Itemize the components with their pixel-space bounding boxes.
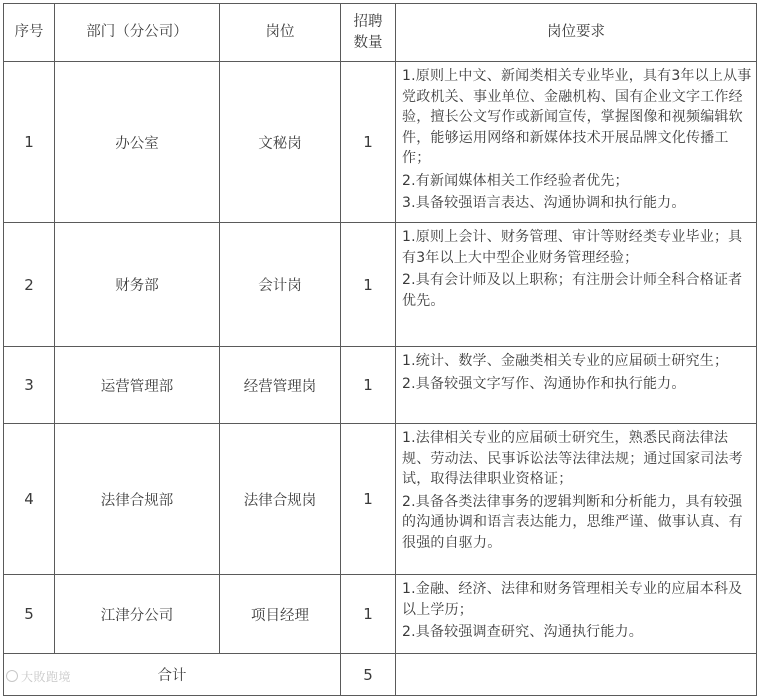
row-dept: 江津分公司 — [55, 575, 220, 654]
total-count: 5 — [341, 654, 396, 696]
watermark — [6, 668, 71, 685]
header-count-line2: 数量 — [353, 34, 383, 51]
requirement-item: 2.具有会计师及以上职称；有注册会计师全科合格证者优先。 — [402, 272, 743, 309]
header-count — [341, 4, 396, 62]
row-dept: 办公室 — [55, 62, 220, 223]
requirement-item: 1.统计、数学、金融类相关专业的应届硕士研究生； — [402, 353, 729, 369]
row-post: 项目经理 — [220, 575, 341, 654]
row-count: 1 — [341, 62, 396, 223]
requirement-item: 1.原则上会计、财务管理、审计等财经类专业毕业；具有3年以上大中型企业财务管理经验； — [402, 229, 743, 266]
header-dept: 部门（分公司） — [55, 4, 220, 62]
requirement-item: 1.法律相关专业的应届硕士研究生，熟悉民商法律法规、劳动法、民事诉讼法等法律法规；通过国家司法考试，取得法律职业资格证； — [402, 430, 743, 487]
requirement-item: 2.具备较强调查研究、沟通执行能力。 — [402, 624, 643, 640]
row-dept: 财务部 — [55, 223, 220, 347]
requirement-item: 3.具备较强语言表达、沟通协调和执行能力。 — [402, 195, 686, 211]
row-count: 1 — [341, 223, 396, 347]
row-requirements — [396, 347, 757, 424]
table-row — [4, 424, 757, 575]
header-row — [4, 4, 757, 62]
total-row — [4, 654, 757, 696]
row-seq: 4 — [4, 424, 55, 575]
row-count: 1 — [341, 575, 396, 654]
row-post: 法律合规岗 — [220, 424, 341, 575]
row-seq: 2 — [4, 223, 55, 347]
row-requirements — [396, 62, 757, 223]
watermark-text: 大敗跑境 — [21, 670, 72, 684]
header-post: 岗位 — [220, 4, 341, 62]
row-seq: 3 — [4, 347, 55, 424]
row-requirements — [396, 424, 757, 575]
row-post: 文秘岗 — [220, 62, 341, 223]
row-dept: 运营管理部 — [55, 347, 220, 424]
table-row — [4, 575, 757, 654]
header-count-line1: 招聘 — [353, 13, 383, 30]
header-req: 岗位要求 — [396, 4, 757, 62]
row-post: 会计岗 — [220, 223, 341, 347]
row-requirements — [396, 575, 757, 654]
recruitment-table — [3, 3, 757, 696]
row-dept: 法律合规部 — [55, 424, 220, 575]
requirement-item: 2.具备各类法律事务的逻辑判断和分析能力，具有较强的沟通协调和语言表达能力，思维严谨、做事认真、有很强的自驱力。 — [402, 493, 743, 551]
row-requirements — [396, 223, 757, 347]
total-label: 合计 — [4, 654, 341, 696]
watermark-logo-icon — [6, 670, 18, 682]
table-row — [4, 62, 757, 223]
requirement-item: 1.原则上中文、新闻类相关专业毕业，具有3年以上从事党政机关、事业单位、金融机构、国有企业文字工作经验，擅长公文写作或新闻宣传，掌握图像和视频编辑软件，能够运用网络和新媒体技术开展品牌文化传播工作； — [402, 68, 752, 166]
row-count: 1 — [341, 347, 396, 424]
row-seq: 5 — [4, 575, 55, 654]
row-seq: 1 — [4, 62, 55, 223]
row-count: 1 — [341, 424, 396, 575]
requirement-item: 2.有新闻媒体相关工作经验者优先； — [402, 172, 629, 189]
requirement-item: 1.金融、经济、法律和财务管理相关专业的应届本科及以上学历； — [402, 581, 743, 618]
table-row — [4, 347, 757, 424]
header-seq: 序号 — [4, 4, 55, 62]
table-row — [4, 223, 757, 347]
row-post: 经营管理岗 — [220, 347, 341, 424]
total-empty-cell — [396, 654, 757, 696]
requirement-item: 2.具备较强文字写作、沟通协作和执行能力。 — [402, 375, 686, 392]
